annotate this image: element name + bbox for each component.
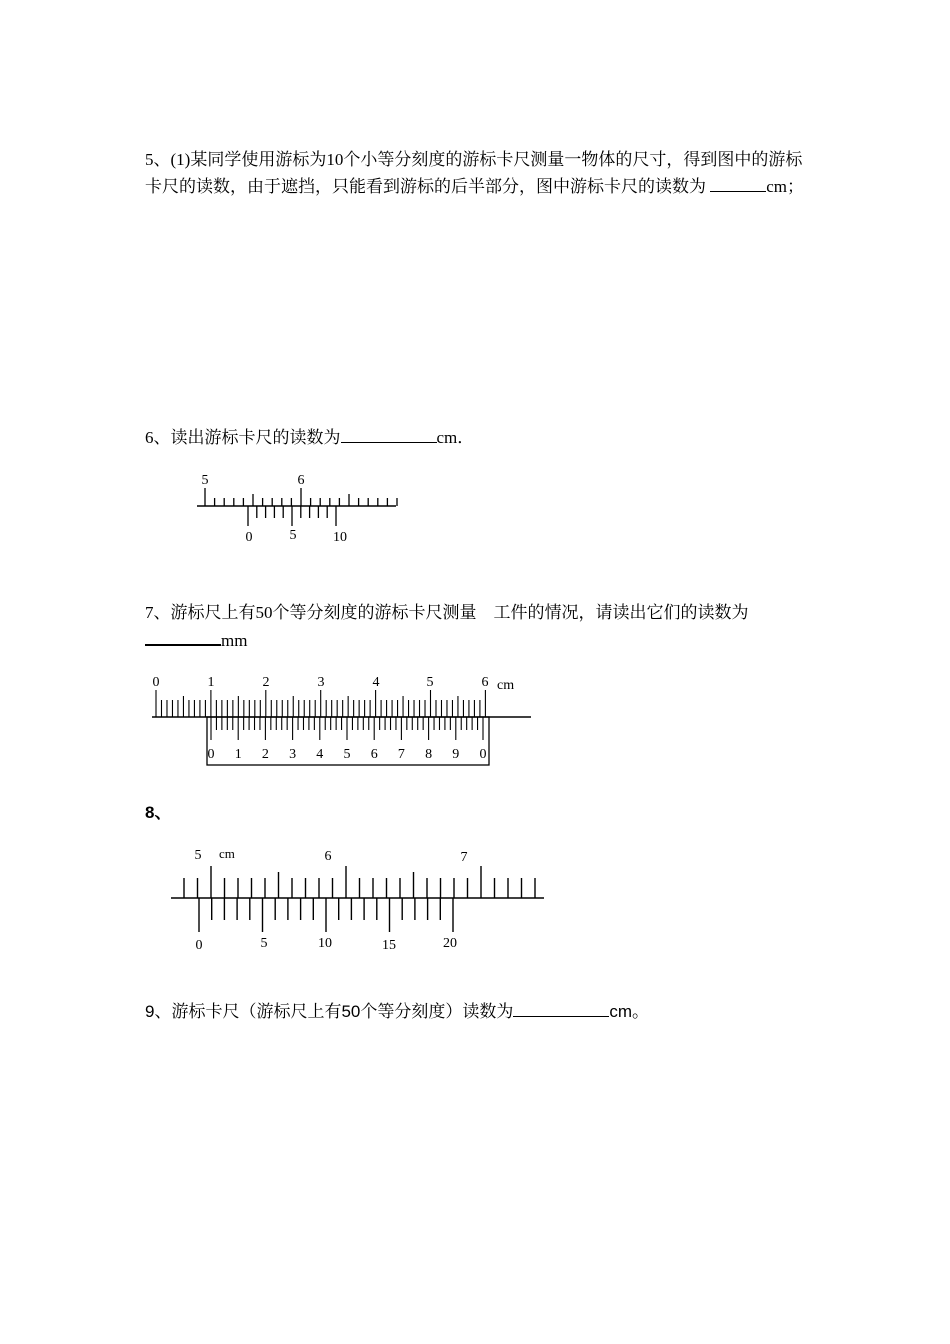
- question-5: [145, 147, 815, 200]
- q7-vernier-label: 5: [343, 747, 351, 762]
- q7-main-label: 0: [152, 675, 160, 690]
- q7-vernier-label: 3: [289, 747, 297, 762]
- question-7-text: 游标尺上有50个等分刻度的游标卡尺测量 工件的情况，请读出它们的读数为: [170, 603, 749, 622]
- question-7: [145, 600, 815, 654]
- q6-vernier-label: 10: [333, 530, 347, 545]
- q7-main-label: 1: [207, 675, 215, 690]
- q7-vernier-label: 8: [425, 747, 433, 762]
- q8-vernier-label: 5: [260, 936, 268, 951]
- caliper-q6-scale: [197, 488, 397, 526]
- q7-vernier-label: 2: [261, 747, 269, 762]
- question-6-text: 读出游标卡尺的读数为: [170, 428, 341, 447]
- q7-vernier-label: 9: [452, 747, 460, 762]
- q6-vernier-label: 0: [245, 530, 253, 545]
- caliper-figure-q7: [146, 660, 538, 772]
- question-9-text: 游标卡尺（游标尺上有50个等分刻度）读数为: [171, 1002, 514, 1021]
- q6-main-label: 6: [297, 473, 305, 488]
- question-6: [145, 424, 815, 451]
- q8-vernier-label: 10: [318, 936, 332, 951]
- question-9: [145, 998, 815, 1025]
- answer-blank-7[interactable]: [145, 626, 221, 646]
- q7-main-label: 5: [426, 675, 434, 690]
- question-9-unit: cm。: [609, 1002, 650, 1021]
- caliper-figure-q6: [190, 466, 405, 550]
- question-6-number: 6、: [145, 428, 171, 447]
- q7-main-label: 4: [372, 675, 380, 690]
- q8-unit-label: cm: [219, 846, 235, 861]
- q8-main-label: 5: [194, 848, 202, 863]
- q7-vernier-label: 0: [207, 747, 215, 762]
- q7-main-label: 6: [481, 675, 489, 690]
- q8-vernier-label: 0: [195, 938, 203, 953]
- q7-unit-label: cm: [497, 678, 515, 693]
- q6-main-label: 5: [201, 473, 209, 488]
- caliper-q8-scale: [171, 866, 544, 932]
- question-7-unit: mm: [221, 631, 248, 650]
- question-5-text: (1)某同学使用游标为10个小等分刻度的游标卡尺测量一物体的尺寸，得到图中的游标卡尺的读数，由于遮挡，只能看到游标的后半部分，图中游标卡尺的读数为: [145, 150, 803, 196]
- q7-main-label: 3: [317, 675, 325, 690]
- question-9-number: 9、: [145, 1002, 172, 1021]
- q7-vernier-label: 0: [479, 747, 487, 762]
- q8-vernier-label: 15: [382, 938, 396, 953]
- q6-vernier-label: 5: [289, 528, 297, 543]
- q7-main-label: 2: [262, 675, 270, 690]
- answer-blank-5[interactable]: [710, 173, 766, 192]
- caliper-figure-q8: [168, 842, 548, 958]
- question-8-number: 8、: [145, 803, 172, 822]
- question-5-unit: cm；: [766, 177, 805, 196]
- q7-vernier-label: 4: [316, 747, 324, 762]
- q7-vernier-label: 7: [397, 747, 405, 762]
- q8-main-label: 7: [460, 850, 468, 865]
- q8-vernier-label: 20: [443, 936, 457, 951]
- answer-blank-9[interactable]: [513, 998, 609, 1017]
- q8-main-label: 6: [324, 849, 332, 864]
- q7-vernier-label: 6: [370, 747, 378, 762]
- question-5-number: 5、: [145, 150, 171, 169]
- question-8: [145, 800, 815, 826]
- answer-blank-6[interactable]: [341, 424, 437, 443]
- question-7-number: 7、: [145, 603, 171, 622]
- q7-vernier-label: 1: [234, 747, 242, 762]
- question-6-unit: cm．: [436, 428, 475, 447]
